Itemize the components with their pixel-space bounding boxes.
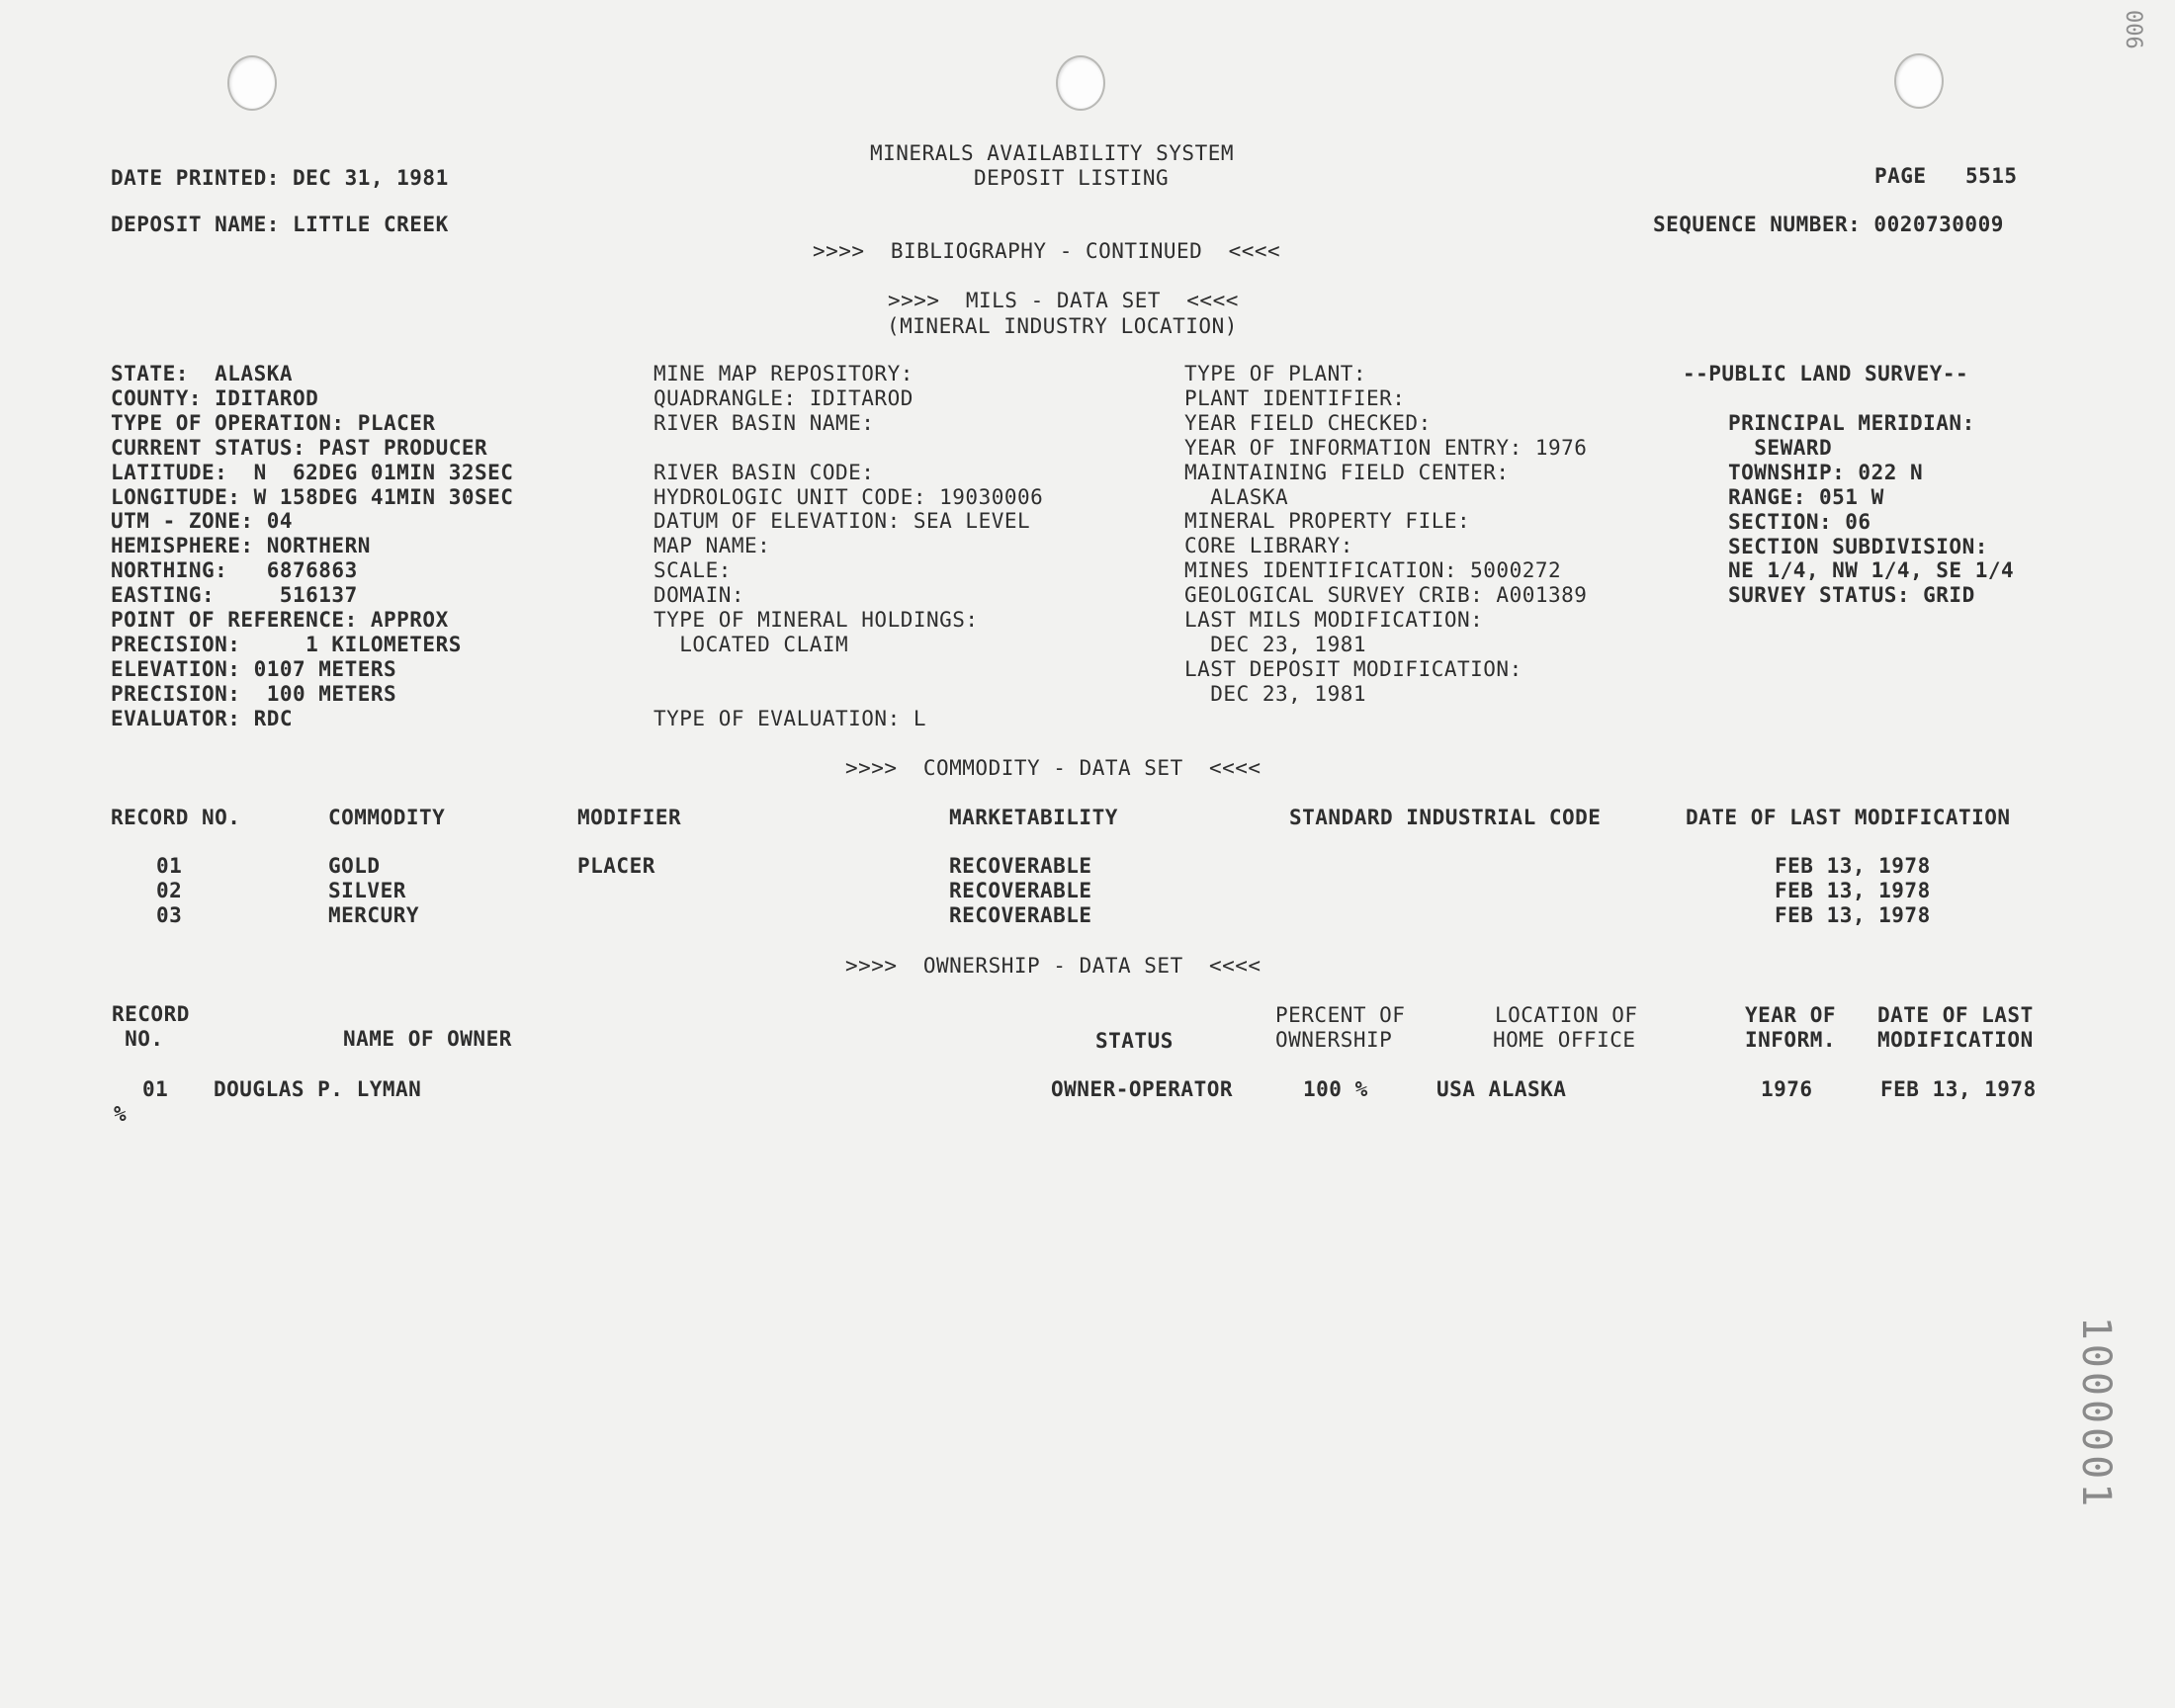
commodity-cell-no: 01 — [156, 854, 183, 878]
deposit-name: DEPOSIT NAME: LITTLE CREEK — [111, 213, 449, 236]
mils-field: MINE MAP REPOSITORY: — [653, 362, 914, 385]
commodity-heading: >>>> COMMODITY - DATA SET <<<< — [845, 756, 1262, 780]
mils-field: MINES IDENTIFICATION: 5000272 — [1184, 558, 1562, 583]
ownership-header-percent-1: PERCENT OF — [1275, 1003, 1406, 1027]
ownership-header-date-1: DATE OF LAST — [1877, 1003, 2034, 1027]
mils-field: NE 1/4, NW 1/4, SE 1/4 — [1728, 558, 2015, 583]
mils-field: DEC 23, 1981 — [1184, 632, 1367, 656]
mils-field: MAP NAME: — [653, 534, 771, 558]
mils-field: CORE LIBRARY: — [1184, 534, 1353, 558]
mils-field: HEMISPHERE: NORTHERN — [111, 534, 371, 558]
ownership-header-date-2: MODIFICATION — [1877, 1028, 2034, 1052]
mils-field: RIVER BASIN NAME: — [653, 410, 875, 435]
mils-field: POINT OF REFERENCE: APPROX — [111, 608, 449, 632]
mils-field: DEC 23, 1981 — [1184, 681, 1367, 706]
ownership-cell-status: OWNER-OPERATOR — [1051, 1077, 1234, 1101]
ownership-header-location-2: HOME OFFICE — [1493, 1028, 1636, 1052]
mils-field: MINERAL PROPERTY FILE: — [1184, 509, 1471, 534]
commodity-header-commodity: COMMODITY — [328, 806, 446, 829]
commodity-cell-date: FEB 13, 1978 — [1775, 854, 1931, 878]
mils-field: TYPE OF PLANT: — [1184, 362, 1367, 385]
mils-field: STATE: ALASKA — [111, 362, 294, 385]
commodity-cell-commodity: SILVER — [328, 879, 406, 902]
mils-field: MAINTAINING FIELD CENTER: — [1184, 460, 1510, 484]
mils-field: EVALUATOR: RDC — [111, 706, 294, 730]
ownership-cell-name: DOUGLAS P. LYMAN — [214, 1077, 422, 1101]
mils-field: UTM - ZONE: 04 — [111, 509, 294, 534]
commodity-header-marketability: MARKETABILITY — [949, 806, 1118, 829]
mils-field: LONGITUDE: W 158DEG 41MIN 30SEC — [111, 484, 514, 509]
mils-field: PLANT IDENTIFIER: — [1184, 385, 1406, 410]
mils-field: TYPE OF EVALUATION: L — [653, 706, 927, 730]
mils-field: EASTING: 516137 — [111, 583, 358, 608]
ownership-cell-location: USA ALASKA — [1436, 1077, 1567, 1101]
ownership-cell-no: 01 — [142, 1077, 169, 1101]
ownership-cell-date: FEB 13, 1978 — [1880, 1077, 2037, 1101]
mils-field: NORTHING: 6876863 — [111, 558, 358, 583]
ownership-header-record-2: NO. — [112, 1027, 164, 1051]
mils-field: SECTION: 06 — [1728, 509, 1871, 534]
commodity-cell-marketability: RECOVERABLE — [949, 903, 1092, 927]
mils-field: DATUM OF ELEVATION: SEA LEVEL — [653, 509, 1031, 534]
mils-field: DOMAIN: — [653, 583, 745, 608]
date-printed: DATE PRINTED: DEC 31, 1981 — [111, 166, 449, 190]
mils-field: RIVER BASIN CODE: — [653, 460, 875, 484]
commodity-cell-commodity: GOLD — [328, 854, 381, 878]
mils-field: QUADRANGLE: IDITAROD — [653, 385, 914, 410]
mils-field: TYPE OF MINERAL HOLDINGS: — [653, 608, 979, 632]
ownership-heading: >>>> OWNERSHIP - DATA SET <<<< — [845, 954, 1262, 978]
ownership-header-location-1: LOCATION OF — [1495, 1003, 1638, 1027]
mils-subheading: (MINERAL INDUSTRY LOCATION) — [887, 314, 1238, 338]
commodity-cell-date: FEB 13, 1978 — [1775, 879, 1931, 902]
system-title: MINERALS AVAILABILITY SYSTEM — [870, 141, 1235, 165]
mils-field: LAST DEPOSIT MODIFICATION: — [1184, 656, 1522, 681]
ownership-header-percent-2: OWNERSHIP — [1275, 1028, 1393, 1052]
mils-field: LAST MILS MODIFICATION: — [1184, 608, 1484, 632]
ownership-cell-percent: 100 % — [1303, 1077, 1368, 1101]
punch-hole-center — [1056, 55, 1105, 111]
ownership-header-record-1: RECORD — [112, 1002, 190, 1026]
mils-field: ELEVATION: 0107 METERS — [111, 656, 397, 681]
mils-field: TYPE OF OPERATION: PLACER — [111, 410, 436, 435]
commodity-header-date: DATE OF LAST MODIFICATION — [1686, 806, 2011, 829]
mils-field: RANGE: 051 W — [1728, 484, 1884, 509]
commodity-header-record: RECORD NO. — [111, 806, 241, 829]
ownership-header-status: STATUS — [1095, 1029, 1174, 1053]
punch-hole-left — [227, 55, 277, 111]
mils-field: SCALE: — [653, 558, 732, 583]
ownership-header-name: NAME OF OWNER — [343, 1027, 512, 1051]
mils-field: LOCATED CLAIM — [653, 632, 849, 656]
edge-page-mark: 006 — [2121, 10, 2145, 49]
mils-field: SURVEY STATUS: GRID — [1728, 583, 1975, 608]
mils-field: YEAR FIELD CHECKED: — [1184, 410, 1432, 435]
punch-hole-right — [1894, 53, 1944, 109]
page-number: PAGE 5515 — [1874, 164, 2018, 188]
commodity-cell-no: 03 — [156, 903, 183, 927]
mils-field: CURRENT STATUS: PAST PRODUCER — [111, 435, 488, 460]
commodity-cell-marketability: RECOVERABLE — [949, 854, 1092, 878]
document-number-stamp: 1000001 — [2073, 1316, 2119, 1511]
listing-title: DEPOSIT LISTING — [974, 166, 1170, 190]
mils-field: ALASKA — [1184, 484, 1289, 509]
mils-heading: >>>> MILS - DATA SET <<<< — [888, 289, 1239, 312]
mils-field: GEOLOGICAL SURVEY CRIB: A001389 — [1184, 583, 1588, 608]
mils-field: PRECISION: 100 METERS — [111, 681, 397, 706]
bibliography-heading: >>>> BIBLIOGRAPHY - CONTINUED <<<< — [813, 239, 1281, 263]
mils-field: PRINCIPAL MERIDIAN: — [1728, 411, 1975, 435]
commodity-cell-date: FEB 13, 1978 — [1775, 903, 1931, 927]
ownership-header-year-2: INFORM. — [1745, 1028, 1837, 1052]
mils-field: LATITUDE: N 62DEG 01MIN 32SEC — [111, 460, 514, 484]
ownership-header-year-1: YEAR OF — [1745, 1003, 1837, 1027]
commodity-header-modifier: MODIFIER — [577, 806, 682, 829]
commodity-cell-modifier: PLACER — [577, 854, 655, 878]
public-land-survey-title: --PUBLIC LAND SURVEY-- — [1683, 362, 1969, 385]
mils-field: TOWNSHIP: 022 N — [1728, 460, 1924, 484]
commodity-header-sic: STANDARD INDUSTRIAL CODE — [1289, 806, 1602, 829]
mils-field: COUNTY: IDITAROD — [111, 385, 319, 410]
mils-field: SECTION SUBDIVISION: — [1728, 534, 1988, 558]
ownership-cell-year: 1976 — [1761, 1077, 1813, 1101]
mils-field: SEWARD — [1728, 435, 1833, 460]
commodity-cell-commodity: MERCURY — [328, 903, 420, 927]
mils-field: PRECISION: 1 KILOMETERS — [111, 632, 462, 656]
end-of-record-mark: % — [114, 1102, 128, 1126]
commodity-cell-no: 02 — [156, 879, 183, 902]
mils-field: HYDROLOGIC UNIT CODE: 19030006 — [653, 484, 1044, 509]
mils-field: YEAR OF INFORMATION ENTRY: 1976 — [1184, 435, 1588, 460]
sequence-number: SEQUENCE NUMBER: 0020730009 — [1653, 213, 2004, 236]
commodity-cell-marketability: RECOVERABLE — [949, 879, 1092, 902]
